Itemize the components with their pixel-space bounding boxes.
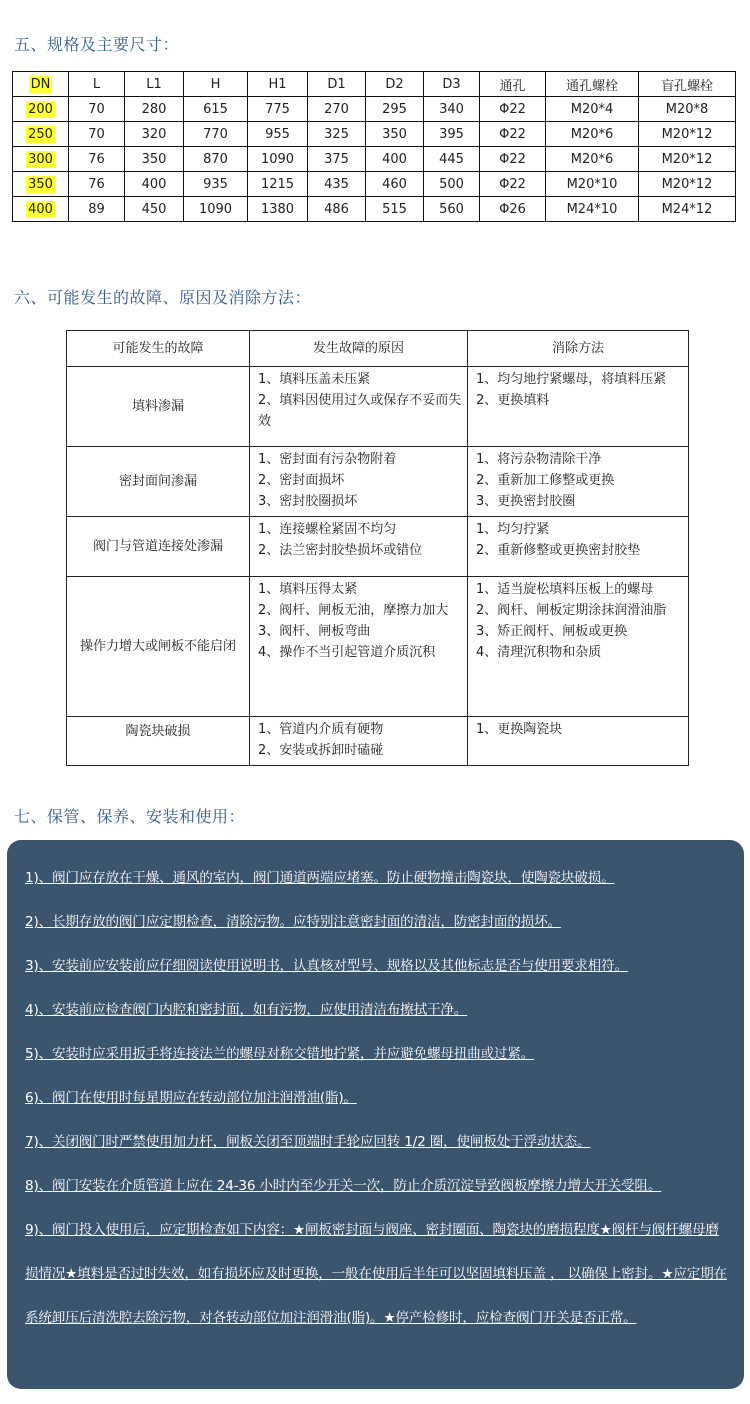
spec-row xyxy=(13,197,736,222)
fault-row xyxy=(67,717,689,766)
spec-cell: 1215 xyxy=(248,172,308,197)
spec-row xyxy=(13,97,736,122)
spec-cell: 76 xyxy=(69,147,125,172)
care-list xyxy=(7,840,744,1340)
spec-cell: 486 xyxy=(308,197,366,222)
cause-item: 1、连接螺栓紧固不均匀 xyxy=(258,522,397,537)
fault-causes xyxy=(250,447,468,517)
spec-cell: 340 xyxy=(424,97,480,122)
remedy-item: 1、均匀拧紧 xyxy=(476,522,550,537)
spec-cell: Φ22 xyxy=(480,147,546,172)
spec-cell: 270 xyxy=(308,97,366,122)
cause-item: 1、管道内介质有硬物 xyxy=(258,722,384,737)
fault-table xyxy=(66,330,689,766)
spec-header-cell: D2 xyxy=(366,72,424,97)
spec-cell: M20*10 xyxy=(546,172,639,197)
spec-header-cell: D1 xyxy=(308,72,366,97)
spec-cell: Φ22 xyxy=(480,97,546,122)
spec-cell: 515 xyxy=(366,197,424,222)
fault-row xyxy=(67,367,689,447)
cause-item: 1、填料压得太紧 xyxy=(258,582,358,597)
care-item: 5)、安装时应采用扳手将连接法兰的螺母对称交错地拧紧，并应避免螺母扭曲或过紧。 xyxy=(25,1046,535,1062)
cause-item: 1、填料压盖未压紧 xyxy=(258,372,371,387)
fault-name: 密封面间渗漏 xyxy=(67,447,250,517)
fault-name: 填料渗漏 xyxy=(67,367,250,447)
spec-header-cell: L1 xyxy=(125,72,184,97)
care-instructions-panel xyxy=(7,840,744,1389)
spec-cell: M20*12 xyxy=(639,122,736,147)
care-item: 1)、阀门应存放在干燥、通风的室内，阀门通道两端应堵塞。防止硬物撞击陶瓷块，使陶瓷块破损。 xyxy=(25,870,615,886)
care-item: 3)、安装前应安装前应仔细阅读使用说明书，认真核对型号、规格以及其他标志是否与使用要求相符。 xyxy=(25,958,628,974)
fault-header-cell: 发生故障的原因 xyxy=(250,331,468,367)
spec-cell: M20*6 xyxy=(546,122,639,147)
spec-cell-dn: 200 xyxy=(13,97,69,122)
remedy-item: 2、阀杆、闸板定期涂抹润滑油脂 xyxy=(476,603,667,618)
cause-item: 2、安装或拆卸时磕碰 xyxy=(258,743,384,758)
spec-cell: 400 xyxy=(366,147,424,172)
remedy-item: 2、重新加工修整或更换 xyxy=(476,473,615,488)
care-item: 2)、长期存放的阀门应定期检查，清除污物。应特别注意密封面的清洁，防密封面的损坏。 xyxy=(25,914,561,930)
spec-cell: Φ22 xyxy=(480,172,546,197)
spec-cell-dn: 250 xyxy=(13,122,69,147)
spec-header-row xyxy=(13,72,736,97)
spec-header-cell: 通孔螺栓 xyxy=(546,72,639,97)
spec-cell: M24*12 xyxy=(639,197,736,222)
spec-cell-dn: 400 xyxy=(13,197,69,222)
spec-cell: Φ26 xyxy=(480,197,546,222)
spec-cell: 935 xyxy=(184,172,248,197)
care-section-title: 七、保管、保养、安装和使用： xyxy=(14,807,246,826)
spec-header-cell: L xyxy=(69,72,125,97)
remedy-item: 2、重新修整或更换密封胶垫 xyxy=(476,543,641,558)
spec-row xyxy=(13,147,736,172)
spec-cell: 435 xyxy=(308,172,366,197)
spec-cell: 320 xyxy=(125,122,184,147)
spec-cell: 560 xyxy=(424,197,480,222)
fault-row xyxy=(67,447,689,517)
fault-causes xyxy=(250,717,468,766)
fault-remedies xyxy=(468,717,689,766)
spec-cell: 445 xyxy=(424,147,480,172)
fault-name: 阀门与管道连接处渗漏 xyxy=(67,517,250,577)
spec-cell: M24*10 xyxy=(546,197,639,222)
remedy-item: 1、均匀地拧紧螺母，将填料压紧 xyxy=(476,372,667,387)
care-item: 4)、安装前应检查阀门内腔和密封面，如有污物，应使用清洁布擦拭干净。 xyxy=(25,1002,468,1018)
spec-cell-dn: 300 xyxy=(13,147,69,172)
spec-cell: 350 xyxy=(366,122,424,147)
remedy-item: 4、清理沉积物和杂质 xyxy=(476,645,602,660)
spec-cell: 955 xyxy=(248,122,308,147)
cause-item: 2、密封面损坏 xyxy=(258,473,345,488)
spec-row xyxy=(13,122,736,147)
cause-item: 4、操作不当引起管道介质沉积 xyxy=(258,645,436,660)
spec-cell: 1090 xyxy=(248,147,308,172)
spec-section-title: 五、规格及主要尺寸： xyxy=(14,35,180,54)
fault-name: 操作力增大或闸板不能启闭 xyxy=(67,577,250,717)
spec-header-cell: D3 xyxy=(424,72,480,97)
remedy-item: 1、更换陶瓷块 xyxy=(476,722,563,737)
remedy-item: 1、将污杂物清除干净 xyxy=(476,452,602,467)
spec-header-cell: 盲孔螺栓 xyxy=(639,72,736,97)
cause-item: 2、阀杆、闸板无油，摩擦力加大 xyxy=(258,603,449,618)
remedy-item: 3、矫正阀杆、闸板或更换 xyxy=(476,624,628,639)
spec-cell: 89 xyxy=(69,197,125,222)
fault-causes xyxy=(250,517,468,577)
spec-header-cell: DN xyxy=(13,72,69,97)
remedy-item: 2、更换填料 xyxy=(476,393,550,408)
spec-cell: 450 xyxy=(125,197,184,222)
cause-item: 2、填料因使用过久或保存不妥而失效 xyxy=(258,393,462,429)
remedy-item: 1、适当旋松填料压板上的螺母 xyxy=(476,582,654,597)
spec-header-cell: H1 xyxy=(248,72,308,97)
cause-item: 3、阀杆、闸板弯曲 xyxy=(258,624,371,639)
care-item: 7)、关闭阀门时严禁使用加力杆，闸板关闭至顶端时手轮应回转 1/2 圈，使闸板处于浮动状态。 xyxy=(25,1134,591,1150)
spec-cell: M20*12 xyxy=(639,172,736,197)
cause-item: 1、密封面有污杂物附着 xyxy=(258,452,397,467)
spec-cell: 400 xyxy=(125,172,184,197)
fault-row xyxy=(67,577,689,717)
spec-cell-dn: 350 xyxy=(13,172,69,197)
spec-cell: M20*4 xyxy=(546,97,639,122)
spec-table xyxy=(12,71,736,222)
fault-causes xyxy=(250,367,468,447)
fault-causes xyxy=(250,577,468,717)
spec-cell: 460 xyxy=(366,172,424,197)
spec-cell: M20*12 xyxy=(639,147,736,172)
spec-cell: 70 xyxy=(69,97,125,122)
spec-cell: 870 xyxy=(184,147,248,172)
spec-cell: 615 xyxy=(184,97,248,122)
cause-item: 2、法兰密封胶垫损坏或错位 xyxy=(258,543,423,558)
spec-header-cell: H xyxy=(184,72,248,97)
spec-cell: M20*6 xyxy=(546,147,639,172)
spec-header-cell: 通孔 xyxy=(480,72,546,97)
spec-cell: 1380 xyxy=(248,197,308,222)
fault-remedies xyxy=(468,517,689,577)
spec-cell: 76 xyxy=(69,172,125,197)
fault-name: 陶瓷块破损 xyxy=(67,717,250,766)
fault-remedies xyxy=(468,367,689,447)
fault-header-row xyxy=(67,331,689,367)
care-item: 9)、阀门投入使用后，应定期检查如下内容：★闸板密封面与阀座、密封圈面、陶瓷块的磨损程度★阀杆与阀杆螺母磨损情况★填料是否过时失效，如有损坏应及时更换，一般在使用后半年可以坚固填料压盖 ， 以确保上密封。★应定期在系统卸压后清洗腔去除污物，对各转动部位加注润滑油(脂)。★停产检修时，应检查阀门开关是否正常。 xyxy=(25,1222,727,1326)
remedy-item: 3、更换密封胶圈 xyxy=(476,494,576,509)
spec-cell: 325 xyxy=(308,122,366,147)
spec-cell: 500 xyxy=(424,172,480,197)
spec-cell: 280 xyxy=(125,97,184,122)
spec-cell: 375 xyxy=(308,147,366,172)
spec-cell: 70 xyxy=(69,122,125,147)
spec-cell: 770 xyxy=(184,122,248,147)
spec-row xyxy=(13,172,736,197)
spec-cell: Φ22 xyxy=(480,122,546,147)
spec-cell: 350 xyxy=(125,147,184,172)
fault-row xyxy=(67,517,689,577)
fault-remedies xyxy=(468,447,689,517)
spec-cell: M20*8 xyxy=(639,97,736,122)
cause-item: 3、密封胶圈损坏 xyxy=(258,494,358,509)
spec-cell: 395 xyxy=(424,122,480,147)
fault-header-cell: 消除方法 xyxy=(468,331,689,367)
care-item: 8)、阀门安装在介质管道上应在 24-36 小时内至少开关一次，防止介质沉淀导致阀板摩擦力增大开关受阻。 xyxy=(25,1178,662,1194)
fault-header-cell: 可能发生的故障 xyxy=(67,331,250,367)
spec-cell: 1090 xyxy=(184,197,248,222)
fault-remedies xyxy=(468,577,689,717)
fault-section-title: 六、可能发生的故障、原因及消除方法： xyxy=(14,288,312,307)
spec-cell: 775 xyxy=(248,97,308,122)
care-item: 6)、阀门在使用时每星期应在转动部位加注润滑油(脂)。 xyxy=(25,1090,357,1106)
spec-cell: 295 xyxy=(366,97,424,122)
